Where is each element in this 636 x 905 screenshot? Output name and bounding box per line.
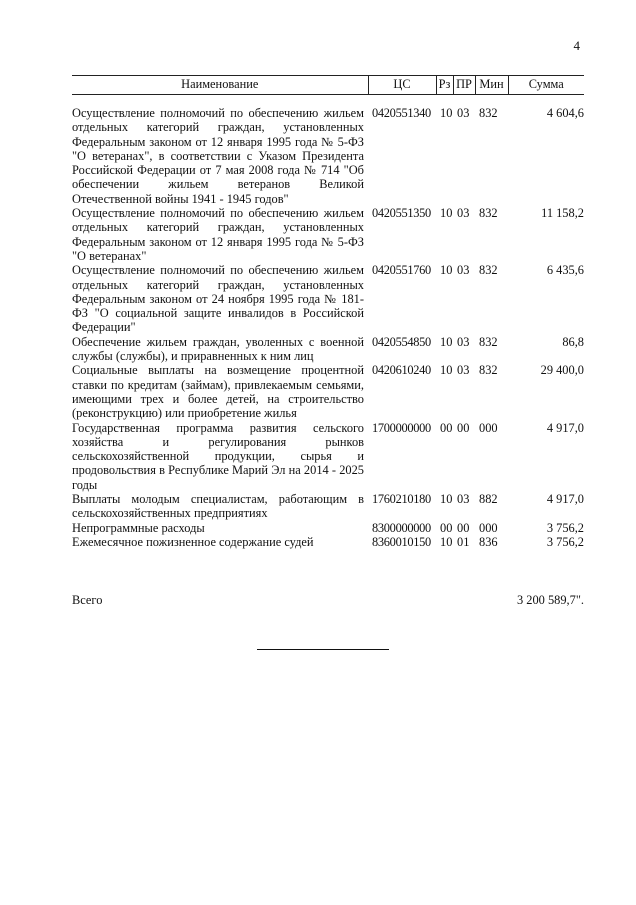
row-pr: 03 [457,492,470,507]
header-rz: Рз [436,76,453,95]
header-name: Наименование [72,76,368,95]
row-pr: 03 [457,263,470,278]
table-body [72,95,584,550]
table-row [72,535,584,549]
row-sum: 3 756,2 [546,520,584,535]
row-cs: 1700000000 [372,420,431,435]
row-name: Осуществление полномочий по обеспечению жильем отдельных категорий граждан, установленных Федеральным законом от 12 января 1995 года № 5-ФЗ "О ветеранах" [72,206,364,263]
table-row [72,363,584,420]
table-header [72,76,584,95]
row-min: 832 [479,263,498,278]
row-sum: 4 917,0 [546,420,584,435]
table-row [72,206,584,263]
row-min: 000 [479,420,498,435]
row-cs: 0420551760 [372,263,431,278]
row-rz: 00 [440,520,453,535]
row-sum: 86,8 [562,334,584,349]
row-min: 882 [479,492,498,507]
budget-table [72,75,584,549]
table-row [72,263,584,334]
row-name: Непрограммные расходы [72,520,205,535]
row-name: Выплаты молодым специалистам, работающим в сельскохозяйственных предприятиях [72,492,364,521]
table-row [72,521,584,535]
row-sum: 6 435,6 [546,263,584,278]
row-rz: 10 [440,363,453,378]
header-sum: Сумма [508,76,584,95]
row-sum: 4 604,6 [546,106,584,120]
row-cs: 8300000000 [372,520,431,535]
row-pr: 03 [457,106,470,120]
total-value: 3 200 589,7". [516,593,584,607]
table-row [72,335,584,364]
row-min: 832 [479,363,498,378]
row-min: 000 [479,520,498,535]
total-label: Всего [72,593,103,607]
row-min: 832 [479,206,498,221]
row-min: 836 [479,534,498,549]
row-sum: 29 400,0 [540,363,584,378]
row-name: Обеспечение жильем граждан, уволенных с военной службы (службы), и приравненных к ним лиц [72,334,364,364]
table-row [72,95,584,207]
row-name: Осуществление полномочий по обеспечению жильем отдельных категорий граждан, установленных Федеральным законом от 12 января 1995 года № 5-ФЗ "О ветеранах", в соответствии с Указом Президента Российской Федерации от 7 мая 2008 года № 714 "Об обеспечении жильем ветеранов Великой Отечественной войны 1941 - 1945 годов" [72,106,364,206]
row-cs: 1760210180 [372,492,431,507]
row-rz: 10 [440,334,453,349]
row-name: Государственная программа развития сельского хозяйства и регулирования рынков сельскохозяйственной продукции, сырья и продовольствия в Республике Марий Эл на 2014 - 2025 годы [72,420,364,492]
row-rz: 10 [440,492,453,507]
row-sum: 3 756,2 [546,534,584,549]
row-rz: 10 [440,263,453,278]
row-name: Ежемесячное пожизненное содержание судей [72,534,314,549]
header-cs: ЦС [368,76,436,95]
row-rz: 10 [440,534,453,549]
row-sum: 11 158,2 [541,206,584,221]
header-pr: ПР [453,76,475,95]
row-rz: 00 [440,420,453,435]
row-pr: 00 [457,420,470,435]
row-pr: 03 [457,334,470,349]
closing-divider [257,649,389,650]
row-pr: 03 [457,206,470,221]
row-rz: 10 [440,106,453,120]
row-cs: 8360010150 [372,534,431,549]
row-cs: 0420551340 [372,106,431,120]
row-cs: 0420554850 [372,334,431,349]
row-name: Социальные выплаты на возмещение процентной ставки по кредитам (займам), привлекаемым семьями, имеющими трех и более детей, на строительство (реконструкцию) или приобретение жилья [72,363,364,421]
row-name: Осуществление полномочий по обеспечению жильем отдельных категорий граждан, установленных Федеральным законом от 24 ноября 1995 года № 181-ФЗ "О социальной защите инвалидов в Российской Федерации" [72,263,364,335]
row-sum: 4 917,0 [546,492,584,507]
row-pr: 01 [457,534,470,549]
row-pr: 00 [457,520,470,535]
row-pr: 03 [457,363,470,378]
header-min: Мин [475,76,508,95]
page-number: 4 [573,38,580,53]
table-row [72,421,584,492]
row-cs: 0420551350 [372,206,431,221]
row-rz: 10 [440,206,453,221]
row-min: 832 [479,334,498,349]
row-cs: 0420610240 [372,363,431,378]
table-row [72,492,584,521]
row-min: 832 [479,106,498,120]
